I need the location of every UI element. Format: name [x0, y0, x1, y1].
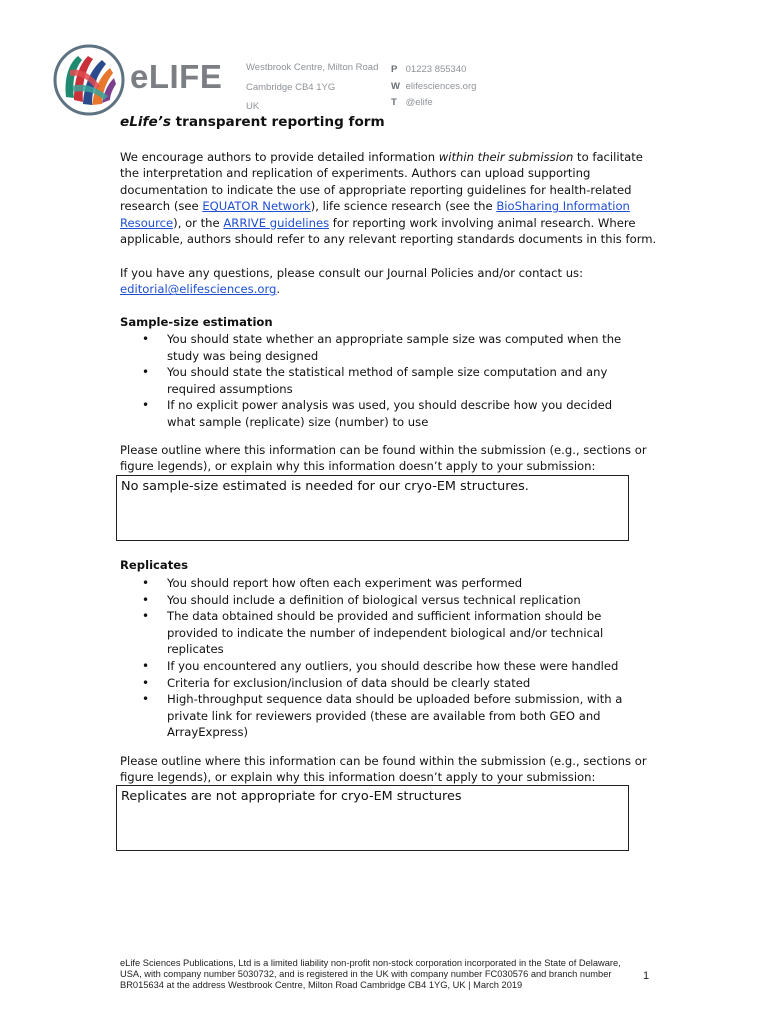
sample-size-bullets — [120, 331, 640, 431]
elife-logo — [52, 42, 232, 118]
list-item: • You should include a definition of biological versus technical replication — [120, 592, 640, 609]
contact-value: elifesciences.org — [405, 80, 477, 92]
contact-key: T — [391, 97, 397, 108]
address-block — [246, 58, 378, 117]
address-line: Cambridge CB4 1YG — [246, 81, 336, 93]
editorial-email-link[interactable]: editorial@elifesciences.org — [120, 282, 277, 297]
equator-network-link[interactable]: EQUATOR Network — [202, 199, 311, 214]
form-title — [120, 114, 385, 130]
intro-paragraph — [120, 149, 660, 247]
sample-size-answer-field[interactable] — [116, 475, 629, 541]
title-italic: eLife’s — [120, 114, 171, 130]
contact-twitter — [391, 95, 476, 112]
title-rest: transparent reporting form — [170, 114, 385, 130]
contact-phone — [391, 62, 476, 79]
list-item: • If you encountered any outliers, you should describe how these were handled — [120, 658, 640, 675]
replicates-answer-text: Replicates are not appropriate for cryo-EM structures — [121, 789, 462, 804]
contact-block — [391, 62, 476, 112]
sample-size-prompt: Please outline where this information can be found within the submission (e.g., sections or figure legends), or explain why this information doesn’t apply to your submission: — [120, 443, 647, 474]
arrive-guidelines-link[interactable]: ARRIVE guidelines — [223, 215, 330, 230]
intro-text: We encourage authors to provide detailed information — [120, 150, 439, 164]
list-item: • You should report how often each experiment was performed — [120, 575, 640, 592]
logo-text: eLIFE — [130, 58, 223, 95]
address-line: Westbrook Centre, Milton Road — [246, 62, 379, 73]
contact-key: W — [391, 80, 400, 92]
intro-text: to facilitate the interpretation and replication of experiments. Authors can upload supporting documentation to indicate the use of appropriate reporting guidelines for health-related research (see — [120, 150, 643, 214]
contact-value: 01223 855340 — [405, 64, 467, 75]
list-item: • You should state whether an appropriate sample size was computed when the study was being designed — [120, 331, 640, 364]
biosharing-link[interactable]: BioSharing Information Resource — [120, 199, 630, 230]
replicates-prompt: Please outline where this information can be found within the submission (e.g., sections or figure legends), or explain why this information doesn’t apply to your submission: — [120, 754, 647, 785]
contact-key: P — [391, 64, 398, 75]
contact-paragraph — [120, 265, 660, 298]
list-item: • The data obtained should be provided and sufficient information should be provided to indicate the number of independent biological and/or technical replicates — [120, 608, 640, 658]
elife-logo-mark-icon — [52, 42, 126, 118]
replicates-answer-field[interactable] — [116, 785, 629, 851]
contact-web — [391, 79, 476, 96]
list-item: • You should state the statistical method of sample size computation and any required assumptions — [120, 364, 640, 397]
sample-size-answer-text: No sample-size estimated is needed for our cryo-EM structures. — [121, 479, 529, 494]
sample-size-heading: Sample-size estimation — [120, 315, 273, 329]
contact-text: If you have any questions, please consult our Journal Policies and/or contact us: — [120, 266, 584, 280]
list-item: • Criteria for exclusion/inclusion of data should be clearly stated — [120, 675, 640, 692]
page-footer: eLife Sciences Publications, Ltd is a limited liability non-profit non-stock corporation incorporated in the State of Delaware, USA, with company number 5030732, and is registered in the UK with company number FC030576 and branch number BR015634 at the address Westbrook Centre, Milton Road Cambridge CB4 1YG, UK | March 2019 — [120, 958, 621, 990]
list-item: • High-throughput sequence data should be uploaded before submission, with a private link for reviewers provided (these are available from both GEO and ArrayExpress) — [120, 691, 640, 741]
page-number: 1 — [643, 970, 650, 982]
intro-text: ), or the — [173, 215, 224, 230]
list-item: • If no explicit power analysis was used, you should describe how you decided what sample (replicate) size (number) to use — [120, 397, 640, 430]
contact-text: . — [276, 282, 281, 297]
address-line: UK — [246, 101, 260, 112]
replicates-heading: Replicates — [120, 558, 189, 572]
contact-value: @elife — [405, 97, 433, 108]
intro-text: for reporting work involving animal research. Where applicable, authors should refer to any relevant reporting standards documents in this form. — [120, 215, 657, 247]
intro-text: ), life science research (see the — [310, 199, 497, 214]
intro-italic: within their submission — [438, 150, 574, 164]
replicates-bullets — [120, 575, 640, 741]
